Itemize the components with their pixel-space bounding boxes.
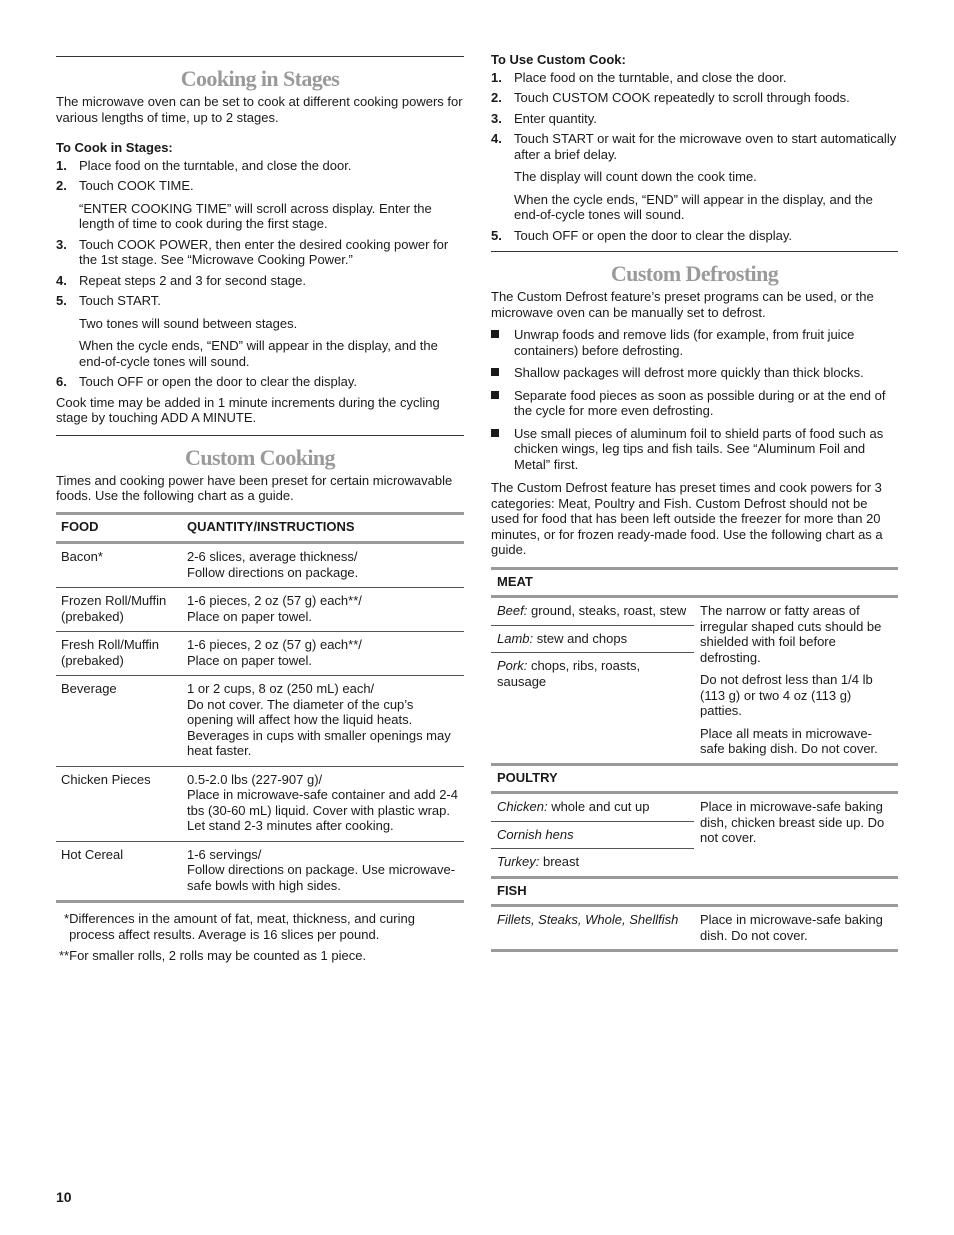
food-type: Beef: [497,603,528,618]
table-row [491,906,898,951]
instructions-cell [182,632,464,676]
food-type: Chicken: [497,799,548,814]
left-column [56,52,464,970]
step-text: Touch COOK TIME. [79,178,194,193]
step-text: “ENTER COOKING TIME” will scroll across display. Enter the length of time to cook during the first stage. [79,200,432,231]
bullet-square-icon [491,327,514,358]
column-header-quantity: QUANTITY/INSTRUCTIONS [182,513,464,543]
quantity-text: 1-6 pieces, 2 oz (57 g) each**/ [187,637,362,652]
instruction-text: Do not cover. The diameter of the cup’s opening will affect how the liquid heats. Beverages in cups with smaller openings may heat faster. [187,696,451,758]
instructions-cell [182,766,464,841]
food-cell: Fresh Roll/Muffin (prebaked) [56,632,182,676]
category-row-meat [491,568,898,597]
food-cuts: chops, ribs, roasts, sausage [497,658,641,689]
food-cell [491,849,694,876]
instruction-text: Follow directions on package. [187,564,359,580]
step-number: 1. [56,157,67,173]
instructions-cell [182,588,464,632]
table-row [491,793,898,822]
list-item-text: Separate food pieces as soon as possible during or at the end of the cycle for more even defrosting. [514,387,886,418]
step-item [56,273,464,289]
list-item-text: Unwrap foods and remove lids (for example, from fruit juice containers) before defrosting. [514,327,855,358]
step-number: 5. [56,293,67,308]
food-cell: Frozen Roll/Muffin (prebaked) [56,588,182,632]
food-cuts: stew and chops [533,630,628,646]
step-number: 2. [56,178,67,193]
footnotes [56,911,464,964]
step-item [56,374,464,390]
table-header-row [56,513,464,543]
step-text: Touch START. [79,293,161,308]
step-text: When the cycle ends, “END” will appear in the display, and the end-of-cycle tones will sound. [79,338,438,369]
custom-cooking-intro: Times and cooking power have been preset for certain microwavable foods. Use the following chart as a guide. [56,472,453,503]
instruction-text: Follow directions on package. Use microwave-safe bowls with high sides. [187,862,456,893]
right-column [491,52,898,952]
step-text: Touch COOK POWER, then enter the desired cooking power for the 1st stage. See “Microwave Cooking Power.” [79,236,449,267]
category-label: FISH [491,877,898,906]
food-cell [491,821,694,849]
instruction-text: Do not defrost less than 1/4 lb (113 g) or two 4 oz (113 g) patties. [700,672,873,718]
list-item-text: Shallow packages will defrost more quickly than thick blocks. [514,365,864,380]
cooking-in-stages-intro: The microwave oven can be set to cook at different cooking powers for various lengths of time, up to 2 stages. [56,94,463,125]
food-type: Fillets, Steaks, Whole, Shellfish [497,912,679,927]
section-divider [491,251,898,252]
quantity-text: 1-6 servings/ [187,846,262,862]
step-text: Two tones will sound between stages. [79,315,298,331]
category-label: MEAT [491,568,898,597]
table-row [56,588,464,632]
food-cell: Bacon* [56,543,182,588]
food-type: Lamb: [497,630,534,646]
step-text: The display will count down the cook time. [514,169,757,184]
custom-cooking-table [56,512,464,904]
food-cuts: breast [539,854,580,869]
category-row-poultry [491,764,898,793]
quantity-text: 0.5-2.0 lbs (227-907 g)/ [187,771,323,787]
footnote-mark: * [64,911,70,926]
page-number: 10 [56,1189,72,1205]
table-row [56,632,464,676]
to-cook-in-stages-subhead: To Cook in Stages: [56,140,173,155]
food-cell [491,597,694,626]
custom-defrost-table [491,567,898,953]
bullet-square-icon [491,388,514,419]
step-item [491,70,898,86]
step-number: 3. [491,110,502,126]
step-text: Touch CUSTOM COOK repeatedly to scroll through foods. [514,90,850,105]
step-item [491,111,898,127]
list-item [491,388,898,419]
bullet-square-icon [491,426,514,473]
defrost-tips-list [491,327,898,472]
instruction-text: Place on paper towel. [187,652,313,668]
food-cuts: whole and cut up [547,799,650,814]
instruction-text: Place in microwave-safe baking dish. Do not cover. [700,912,883,943]
footnote-text: For smaller rolls, 2 rolls may be counted as 1 piece. [69,948,367,963]
instructions-cell [182,676,464,767]
table-row [491,597,898,626]
custom-defrosting-intro: The Custom Defrost feature’s preset programs can be used, or the microwave oven can be manually set to defrost. [491,289,874,320]
section-divider [56,56,464,57]
to-use-custom-cook-subhead: To Use Custom Cook: [491,52,626,67]
step-item [56,158,464,174]
step-text: Enter quantity. [514,110,597,126]
list-item [491,426,898,473]
custom-cook-steps [491,70,898,244]
food-type: Turkey: [497,854,540,869]
table-row [56,766,464,841]
category-row-fish [491,877,898,906]
instruction-text: Place all meats in microwave-safe baking dish. Do not cover. [700,725,878,756]
food-type: Pork: [497,658,528,673]
instruction-text: The narrow or fatty areas of irregular shaped cuts should be shielded with foil before defrosting. [700,603,882,665]
food-cuts: ground, steaks, roast, stew [527,603,687,618]
column-header-food: FOOD [56,513,182,543]
step-number: 6. [56,374,67,389]
quantity-text: 2-6 slices, average thickness/ [187,549,358,564]
footnote-text: Differences in the amount of fat, meat, thickness, and curing process affect results. Average is 16 slices per pound. [69,911,415,942]
step-number: 1. [491,69,502,85]
category-label: POULTRY [491,764,898,793]
cooking-in-stages-outro: Cook time may be added in 1 minute increments during the cycling stage by touching ADD A MINUTE. [56,394,440,425]
custom-defrosting-title: Custom Defrosting [610,261,779,286]
step-text: Touch OFF or open the door to clear the display. [514,227,792,243]
quantity-text: 1-6 pieces, 2 oz (57 g) each**/ [187,593,362,608]
step-item [56,293,464,369]
instructions-cell [694,793,898,876]
food-cell [491,653,694,763]
cooking-in-stages-title: Cooking in Stages [180,66,340,91]
footnote-mark: ** [59,948,70,963]
bullet-square-icon [491,365,514,381]
instruction-text: Place on paper towel. [187,608,313,624]
step-item [491,90,898,106]
step-number: 5. [491,227,502,243]
section-divider [56,435,464,436]
step-number: 2. [491,90,502,105]
step-item [491,131,898,223]
step-item [56,178,464,232]
table-row [56,676,464,767]
food-cell: Chicken Pieces [56,766,182,841]
quantity-text: 1 or 2 cups, 8 oz (250 mL) each/ [187,681,375,696]
list-item [491,327,898,358]
footnote-rolls [56,948,464,964]
food-type: Cornish hens [497,826,574,842]
step-text: Place food on the turntable, and close the door. [514,69,787,85]
instructions-cell [694,906,898,951]
footnote-bacon [56,911,464,942]
custom-cooking-title: Custom Cooking [185,444,335,470]
step-item [491,228,898,244]
instruction-text: Place in microwave-safe baking dish, chicken breast side up. Do not cover. [700,799,885,845]
step-text: Touch START or wait for the microwave oven to start automatically after a brief delay. [514,131,897,162]
table-row [56,841,464,902]
step-text: When the cycle ends, “END” will appear in the display, and the end-of-cycle tones will sound. [514,191,873,222]
food-cell [491,906,694,951]
instructions-cell [694,597,898,763]
step-text: Place food on the turntable, and close the door. [79,157,352,173]
step-text: Touch OFF or open the door to clear the display. [79,374,357,389]
instructions-cell [182,841,464,902]
custom-defrosting-details: The Custom Defrost feature has preset times and cook powers for 3 categories: Meat, Poultry and Fish. Custom Defrost should not be used for food that has been left outside the freezer for more than 20 minutes, or for frozen ready-made food. Use the following chart as a guide. [491,480,883,557]
list-item-text: Use small pieces of aluminum foil to shield parts of food such as chicken wings, leg tips and fish tails. See “Aluminum Foil and Metal” first. [514,425,884,472]
step-item [56,237,464,268]
food-cell [491,625,694,653]
instructions-cell [182,543,464,588]
list-item [491,365,898,381]
food-cell [491,793,694,822]
instruction-text: Place in microwave-safe container and add 2-4 tbs (30-60 mL) liquid. Cover with plastic wrap. Let stand 2-3 minutes after cooking. [187,787,458,833]
step-number: 4. [56,272,67,288]
step-number: 4. [491,131,502,146]
table-row [56,543,464,588]
food-cell: Beverage [56,676,182,767]
step-number: 3. [56,236,67,252]
cook-in-stages-steps [56,158,464,390]
food-cell: Hot Cereal [61,846,124,862]
step-text: Repeat steps 2 and 3 for second stage. [79,272,306,288]
